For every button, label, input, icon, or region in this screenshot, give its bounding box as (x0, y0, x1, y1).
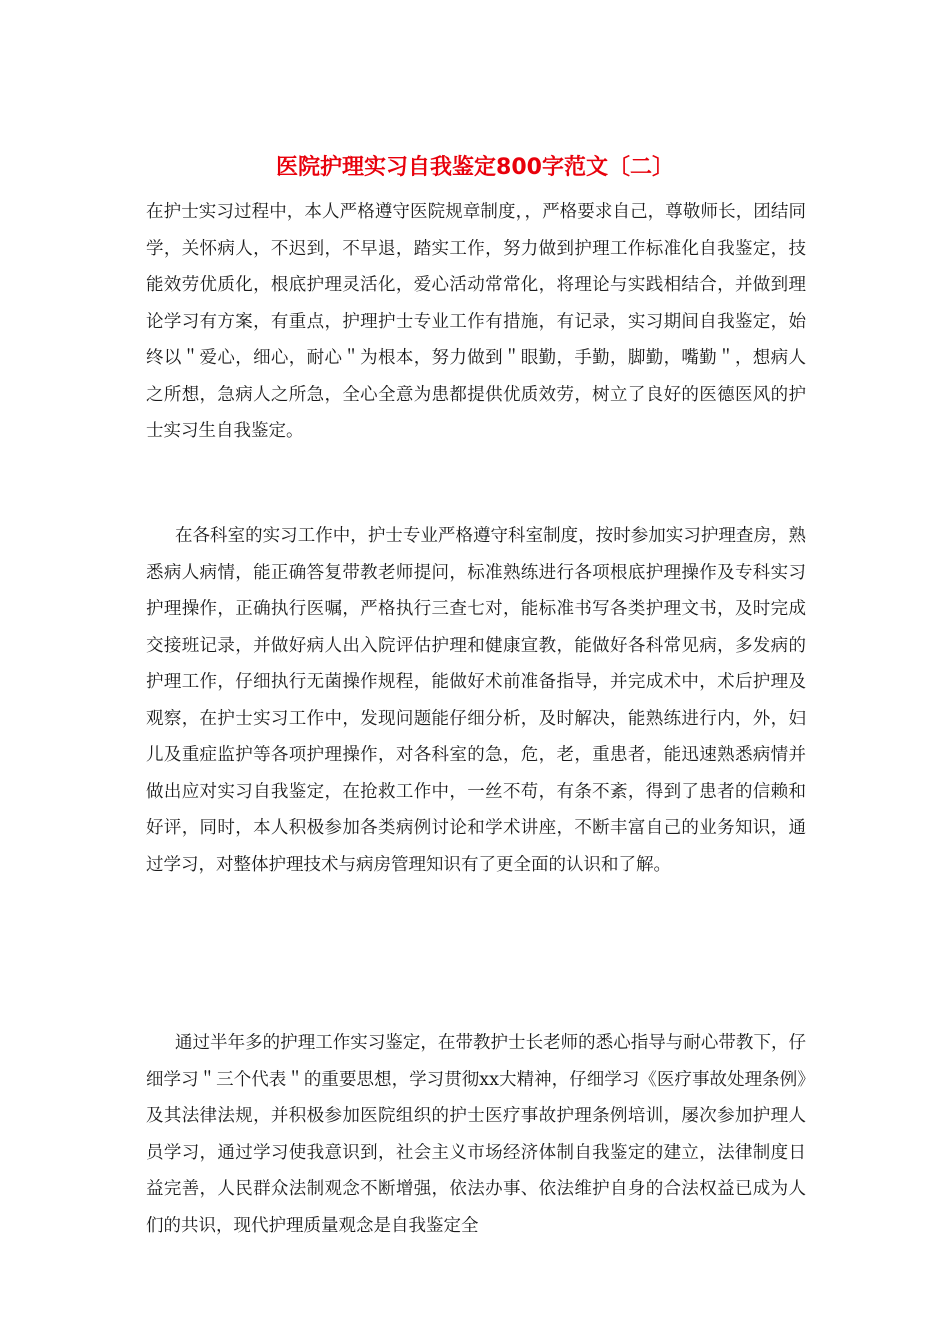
paragraph-2: 在各科室的实习工作中，护士专业严格遵守科室制度，按时参加实习护理查房，熟悉病人病情，能正确答复带教老师提问，标准熟练进行各项根底护理操作及专科实习护理操作，正确执行医嘱，严格执行三查七对，能标准书写各类护理文书，及时完成交接班记录，并做好病人出入院评估护理和健康宣教，能做好各科常见病，多发病的护理工作，仔细执行无菌操作规程，能做好术前准备指导，并完成术中，术后护理及观察，在护士实习工作中，发现问题能仔细分析，及时解决，能熟练进行内，外，妇儿及重症监护等各项护理操作，对各科室的急，危，老，重患者，能迅速熟悉病情并做出应对实习自我鉴定，在抢救工作中，一丝不苟，有条不紊，得到了患者的信赖和好评，同时，本人积极参加各类病例讨论和学术讲座，不断丰富自己的业务知识，通过学习，对整体护理技术与病房管理知识有了更全面的认识和了解。 (146, 526, 806, 875)
paragraph-3: 通过半年多的护理工作实习鉴定，在带教护士长老师的悉心指导与耐心带教下，仔细学习＂三个代表＂的重要思想，学习贯彻xx大精神，仔细学习《医疗事故处理条例》及其法律法规，并积极参加医院组织的护士医疗事故护理条例培训，屡次参加护理人员学习，通过学习使我意识到，社会主义市场经济体制自我鉴定的建立，法律制度日益完善，人民群众法制观念不断增强，依法办事、依法维护自身的合法权益已成为人们的共识，现代护理质量观念是自我鉴定全 (146, 1033, 806, 1236)
paragraph-1: 在护士实习过程中，本人严格遵守医院规章制度，，严格要求自己，尊敬师长，团结同学，关怀病人，不迟到，不早退，踏实工作，努力做到护理工作标准化自我鉴定，技能效劳优质化，根底护理灵活化，爱心活动常常化，将理论与实践相结合，并做到理论学习有方案，有重点，护理护士专业工作有措施，有记录，实习期间自我鉴定，始终以＂爱心，细心，耐心＂为根本，努力做到＂眼勤，手勤，脚勤，嘴勤＂，想病人之所想，急病人之所急，全心全意为患都提供优质效劳，树立了良好的医德医风的护士实习生自我鉴定。 (146, 202, 806, 441)
document-title: 医院护理实习自我鉴定800字范文〔二〕 (276, 155, 674, 180)
